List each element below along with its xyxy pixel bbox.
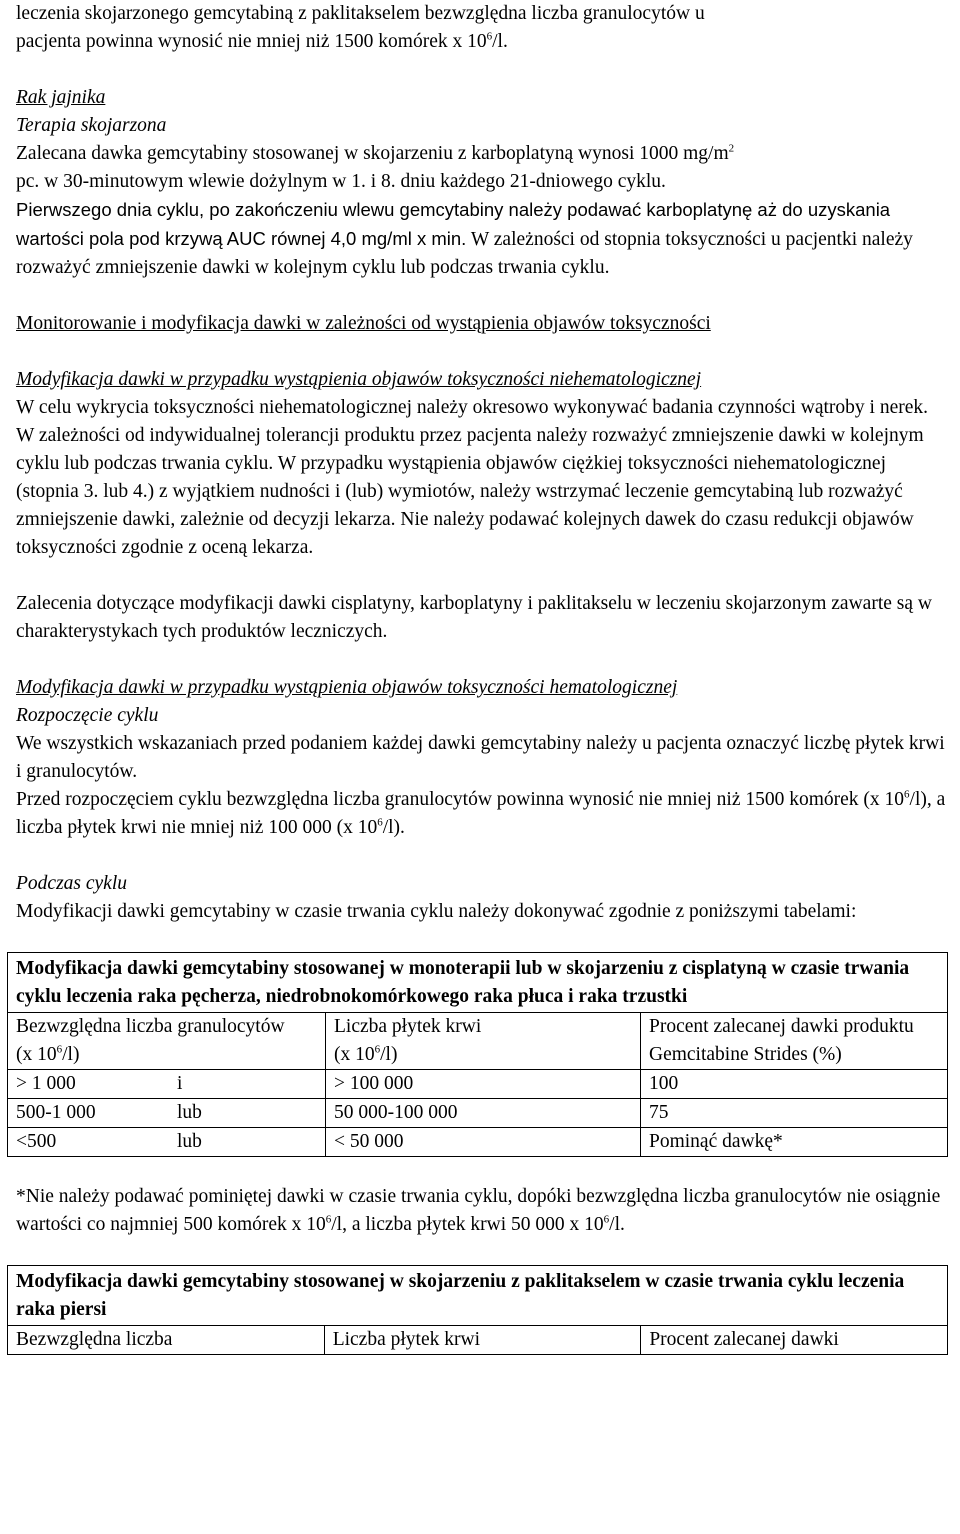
ovarian-dosage-paragraph: Zalecana dawka gemcytabiny stosowanej w skojarzeniu z karboplatyną wynosi 1000 $mg/m^2$ pc. w 30-minutowym wlewie dożylnym w 1. i 8. dniu każdego 21-dniowego cyklu. Pierwszego dnia cyklu, po zakończeniu wlewu gemcytabiny należy podawać karboplatynę aż do uzyskania wartości pola pod krzywą AUC równej 4,0 mg/ml x min. W zależności od stopnia toksyczności u pacjentki należy rozważyć zmniejszenie dawki w kolejnym cyklu lub podczas trwania cyklu. <box>16 142 913 278</box>
cycle-start-paragraph: We wszystkich wskazaniach przed podaniem każdej dawki gemcytabiny należy u pacjenta oznaczyć liczbę płytek krwi i granulocytów. <box>16 733 945 782</box>
table-row: <500 lub < 50 000 Pominąć dawkę* <box>8 1128 948 1157</box>
intro-paragraph: leczenia skojarzonego gemcytabiną z paklitakselem bezwzględna liczba granulocytów u pacjenta powinna wynosić nie mniej niż 1500 komórek x $10^6/l$. <box>16 3 705 52</box>
intro-line1: leczenia skojarzonego gemcytabiną z paklitakselem bezwzględna liczba granulocytów u <box>16 3 705 24</box>
cycle-start-paragraph-2: Przed rozpoczęciem cyklu bezwzględna liczba granulocytów powinna wynosić nie mniej niż 1500 komórek (x $10^6/l$), a liczba płytek krwi nie mniej niż 100 000 (x $10^6/l$). <box>16 788 946 838</box>
table2-header-platelets: Liczba płytek krwi <box>324 1326 641 1355</box>
cycle-start-heading: Rozpoczęcie cyklu <box>16 705 159 726</box>
recommendations-paragraph: Zalecenia dotyczące modyfikacji dawki cisplatyny, karboplatyny i paklitakselu w leczeniu skojarzonym zawarte są w charakterystykach tych produktów leczniczych. <box>16 593 932 642</box>
nonhematologic-heading: Modyfikacja dawki w przypadku wystąpienia objawów toksyczności niehematologicznej <box>16 369 702 390</box>
during-cycle-heading: Podczas cyklu <box>16 873 128 894</box>
table1-header-row <box>8 1013 948 1070</box>
table1-footnote: *Nie należy podawać pominiętej dawki w czasie trwania cyklu, dopóki bezwzględna liczba granulocytów nie osiągnie wartości co najmniej 500 komórek x $10^6/l$, a liczba płytek krwi 50 000 x $10^6/l$. <box>16 1186 941 1235</box>
hematologic-heading: Modyfikacja dawki w przypadku wystąpienia objawów toksyczności hematologicznej <box>16 677 678 698</box>
table2-header-row <box>8 1326 948 1355</box>
monitoring-heading: Monitorowanie i modyfikacja dawki w zależności od wystąpienia objawów toksyczności <box>16 313 711 334</box>
table1-header-granulocytes: Bezwzględna liczba granulocytów (x $10^6/l$) <box>8 1013 326 1070</box>
dose-modification-table-2 <box>7 1265 948 1355</box>
during-cycle-paragraph: Modyfikacji dawki gemcytabiny w czasie trwania cyklu należy dokonywać zgodnie z poniższymi tabelami: <box>16 901 857 922</box>
table2-header-granulocytes: Bezwzględna liczba <box>8 1326 325 1355</box>
table1-caption: Modyfikacja dawki gemcytabiny stosowanej w monoterapii lub w skojarzeniu z cisplatyną w czasie trwania cyklu leczenia raka pęcherza, niedrobnokomórkowego raka płuca i raka trzustki <box>8 953 948 1013</box>
nonhematologic-paragraph: W celu wykrycia toksyczności niehematologicznej należy okresowo wykonywać badania czynności wątroby i nerek. W zależności od indywidualnej tolerancji produktu przez pacjenta należy rozważyć zmniejszenie dawki w kolejnym cyklu lub podczas trwania cyklu. W przypadku wystąpienia objawów ciężkiej toksyczności niehematologicznej (stopnia 3. lub 4.) z wyjątkiem nudności i (lub) wymiotów, należy wstrzymać leczenie gemcytabiną lub rozważyć zmniejszenie dawki, zależnie od decyzji lekarza. Nie należy podawać kolejnych dawek do czasu redukcji objawów toksyczności zgodnie z oceną lekarza. <box>16 397 929 558</box>
combination-therapy-heading: Terapia skojarzona <box>16 115 167 136</box>
dose-modification-table-1 <box>7 952 948 1157</box>
ovarian-cancer-heading: Rak jajnika <box>16 87 106 108</box>
table1-header-percent: Procent zalecanej dawki produktu Gemcitabine Strides (%) <box>641 1013 948 1070</box>
table2-header-percent: Procent zalecanej dawki <box>641 1326 948 1355</box>
table-row: 500-1 000 lub 50 000-100 000 75 <box>8 1099 948 1128</box>
table-row: > 1 000 i > 100 000 100 <box>8 1070 948 1099</box>
table1-header-platelets: Liczba płytek krwi (x $10^6/l$) <box>326 1013 641 1070</box>
table2-caption: Modyfikacja dawki gemcytabiny stosowanej w skojarzeniu z paklitakselem w czasie trwania cyklu leczenia raka piersi <box>8 1266 948 1326</box>
